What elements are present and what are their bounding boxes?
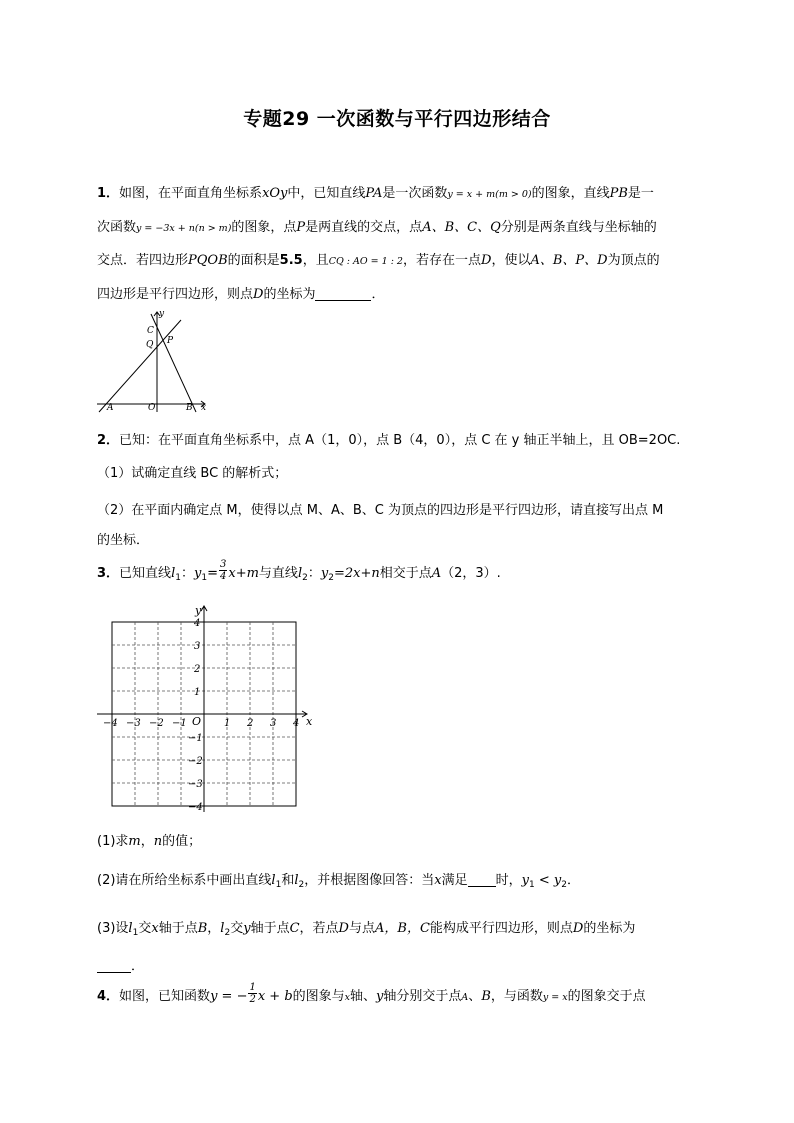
- problem-number: 4．: [97, 989, 120, 1004]
- svg-text:x: x: [201, 403, 207, 413]
- line-pa: [99, 320, 181, 412]
- problem-4-text: 4．如图，已知函数y = − $\frac{1}{2}$ x + b的图象与x轴、y轴分别交于点A、B，与函数y = x的图象交于点: [97, 982, 646, 1005]
- svg-text:O: O: [148, 403, 156, 413]
- page-title: 专题29 一次函数与平行四边形结合: [243, 108, 551, 130]
- x-tick-label: 1: [224, 718, 231, 729]
- problem-1-text: 1．如图，在平面直角坐标系xOy中，已知直线PA是一次函数y = x + m(m > 0)的图象，直线PB是一 次函数y = −3x + n(n > m)的图象，点P是两直线的交点，点A、B、C、Q分别是两条直线与坐标轴的 交点．若四边形PQOB的面积是5.5，且CQ : AO = 1 : 2，若存在一点D，使以A、B、P、D为顶点的 四边形是平行四边形，则点D的坐标为 ．: [97, 186, 660, 302]
- x-tick-label: 3: [270, 718, 277, 729]
- problem-3-question-3: (3)设$l_1$交x轴于点B，$l_2$交y轴于点C，若点D与点A，B，C能构成平行四边形，则点D的坐标为 ．: [97, 921, 636, 974]
- problem-2-part-2: （2）在平面内确定点 M，使得以点 M、A、B、C 为顶点的四边形是平行四边形，请直接写出点 M 的坐标．: [97, 503, 664, 548]
- y-tick-label: 1: [194, 687, 201, 698]
- answer-blank: [315, 286, 371, 301]
- svg-text:y: y: [159, 309, 165, 319]
- problem-number: 3．: [97, 566, 120, 581]
- formula-1: y = x + m(m > 0): [447, 189, 532, 200]
- y-tick-label: 3: [194, 641, 201, 652]
- fraction-1-2: $\frac{1}{2}$: [249, 982, 256, 1005]
- x-tick-label: 2: [247, 718, 254, 729]
- x-axis-label: x: [306, 715, 313, 728]
- x-tick-label: −3: [126, 718, 141, 729]
- svg-text:C: C: [147, 326, 154, 336]
- problem-2-part-1: （1）试确定直线 BC 的解析式；: [97, 466, 288, 481]
- problem-3-question-2: (2)请在所给坐标系中画出直线$l_1$和$l_2$，并根据图像回答：当x满足 时，$y_1 < y_2$．: [97, 873, 581, 890]
- problem-number: 2．: [97, 433, 120, 448]
- formula-2: y = −3x + n(n > m): [136, 222, 232, 234]
- x-tick-label: 4: [293, 718, 300, 729]
- fraction-3-4: $\frac{3}{4}$: [219, 559, 227, 582]
- svg-text:A: A: [107, 403, 114, 413]
- y-tick-label: 2: [194, 664, 201, 675]
- problem-3-question-1: (1)求m，n的值；: [97, 834, 202, 849]
- y-tick-label: −1: [188, 733, 203, 744]
- y-tick-label: 4: [194, 618, 201, 629]
- y-tick-label: −4: [188, 802, 203, 813]
- problem-number: 1．: [97, 186, 120, 201]
- origin-label: O: [192, 715, 202, 728]
- coordinate-grid: [95, 600, 320, 815]
- svg-text:P: P: [167, 336, 174, 346]
- problem-3-text: 3．已知直线$l_1$：$y_1=$ $\frac{3}{4}$ x+m与直线$l_2$：$y_2=2x+n$相交于点A（2，3）.: [97, 559, 501, 583]
- problem-2-text: 2．已知：在平面直角坐标系中，点 A（1，0），点 B（4，0），点 C 在 y 轴正半轴上，且 OB=2OC.: [97, 433, 681, 448]
- x-tick-label: −1: [172, 718, 187, 729]
- answer-blank: [468, 872, 496, 887]
- x-tick-label: −4: [103, 718, 118, 729]
- y-tick-label: −2: [188, 756, 203, 767]
- svg-text:B: B: [186, 403, 193, 413]
- x-tick-label: −2: [149, 718, 164, 729]
- answer-blank: [97, 958, 131, 973]
- problem-1-figure: [95, 306, 215, 416]
- svg-text:Q: Q: [146, 340, 154, 350]
- y-axis-label: y: [195, 604, 202, 617]
- y-tick-label: −3: [188, 779, 203, 790]
